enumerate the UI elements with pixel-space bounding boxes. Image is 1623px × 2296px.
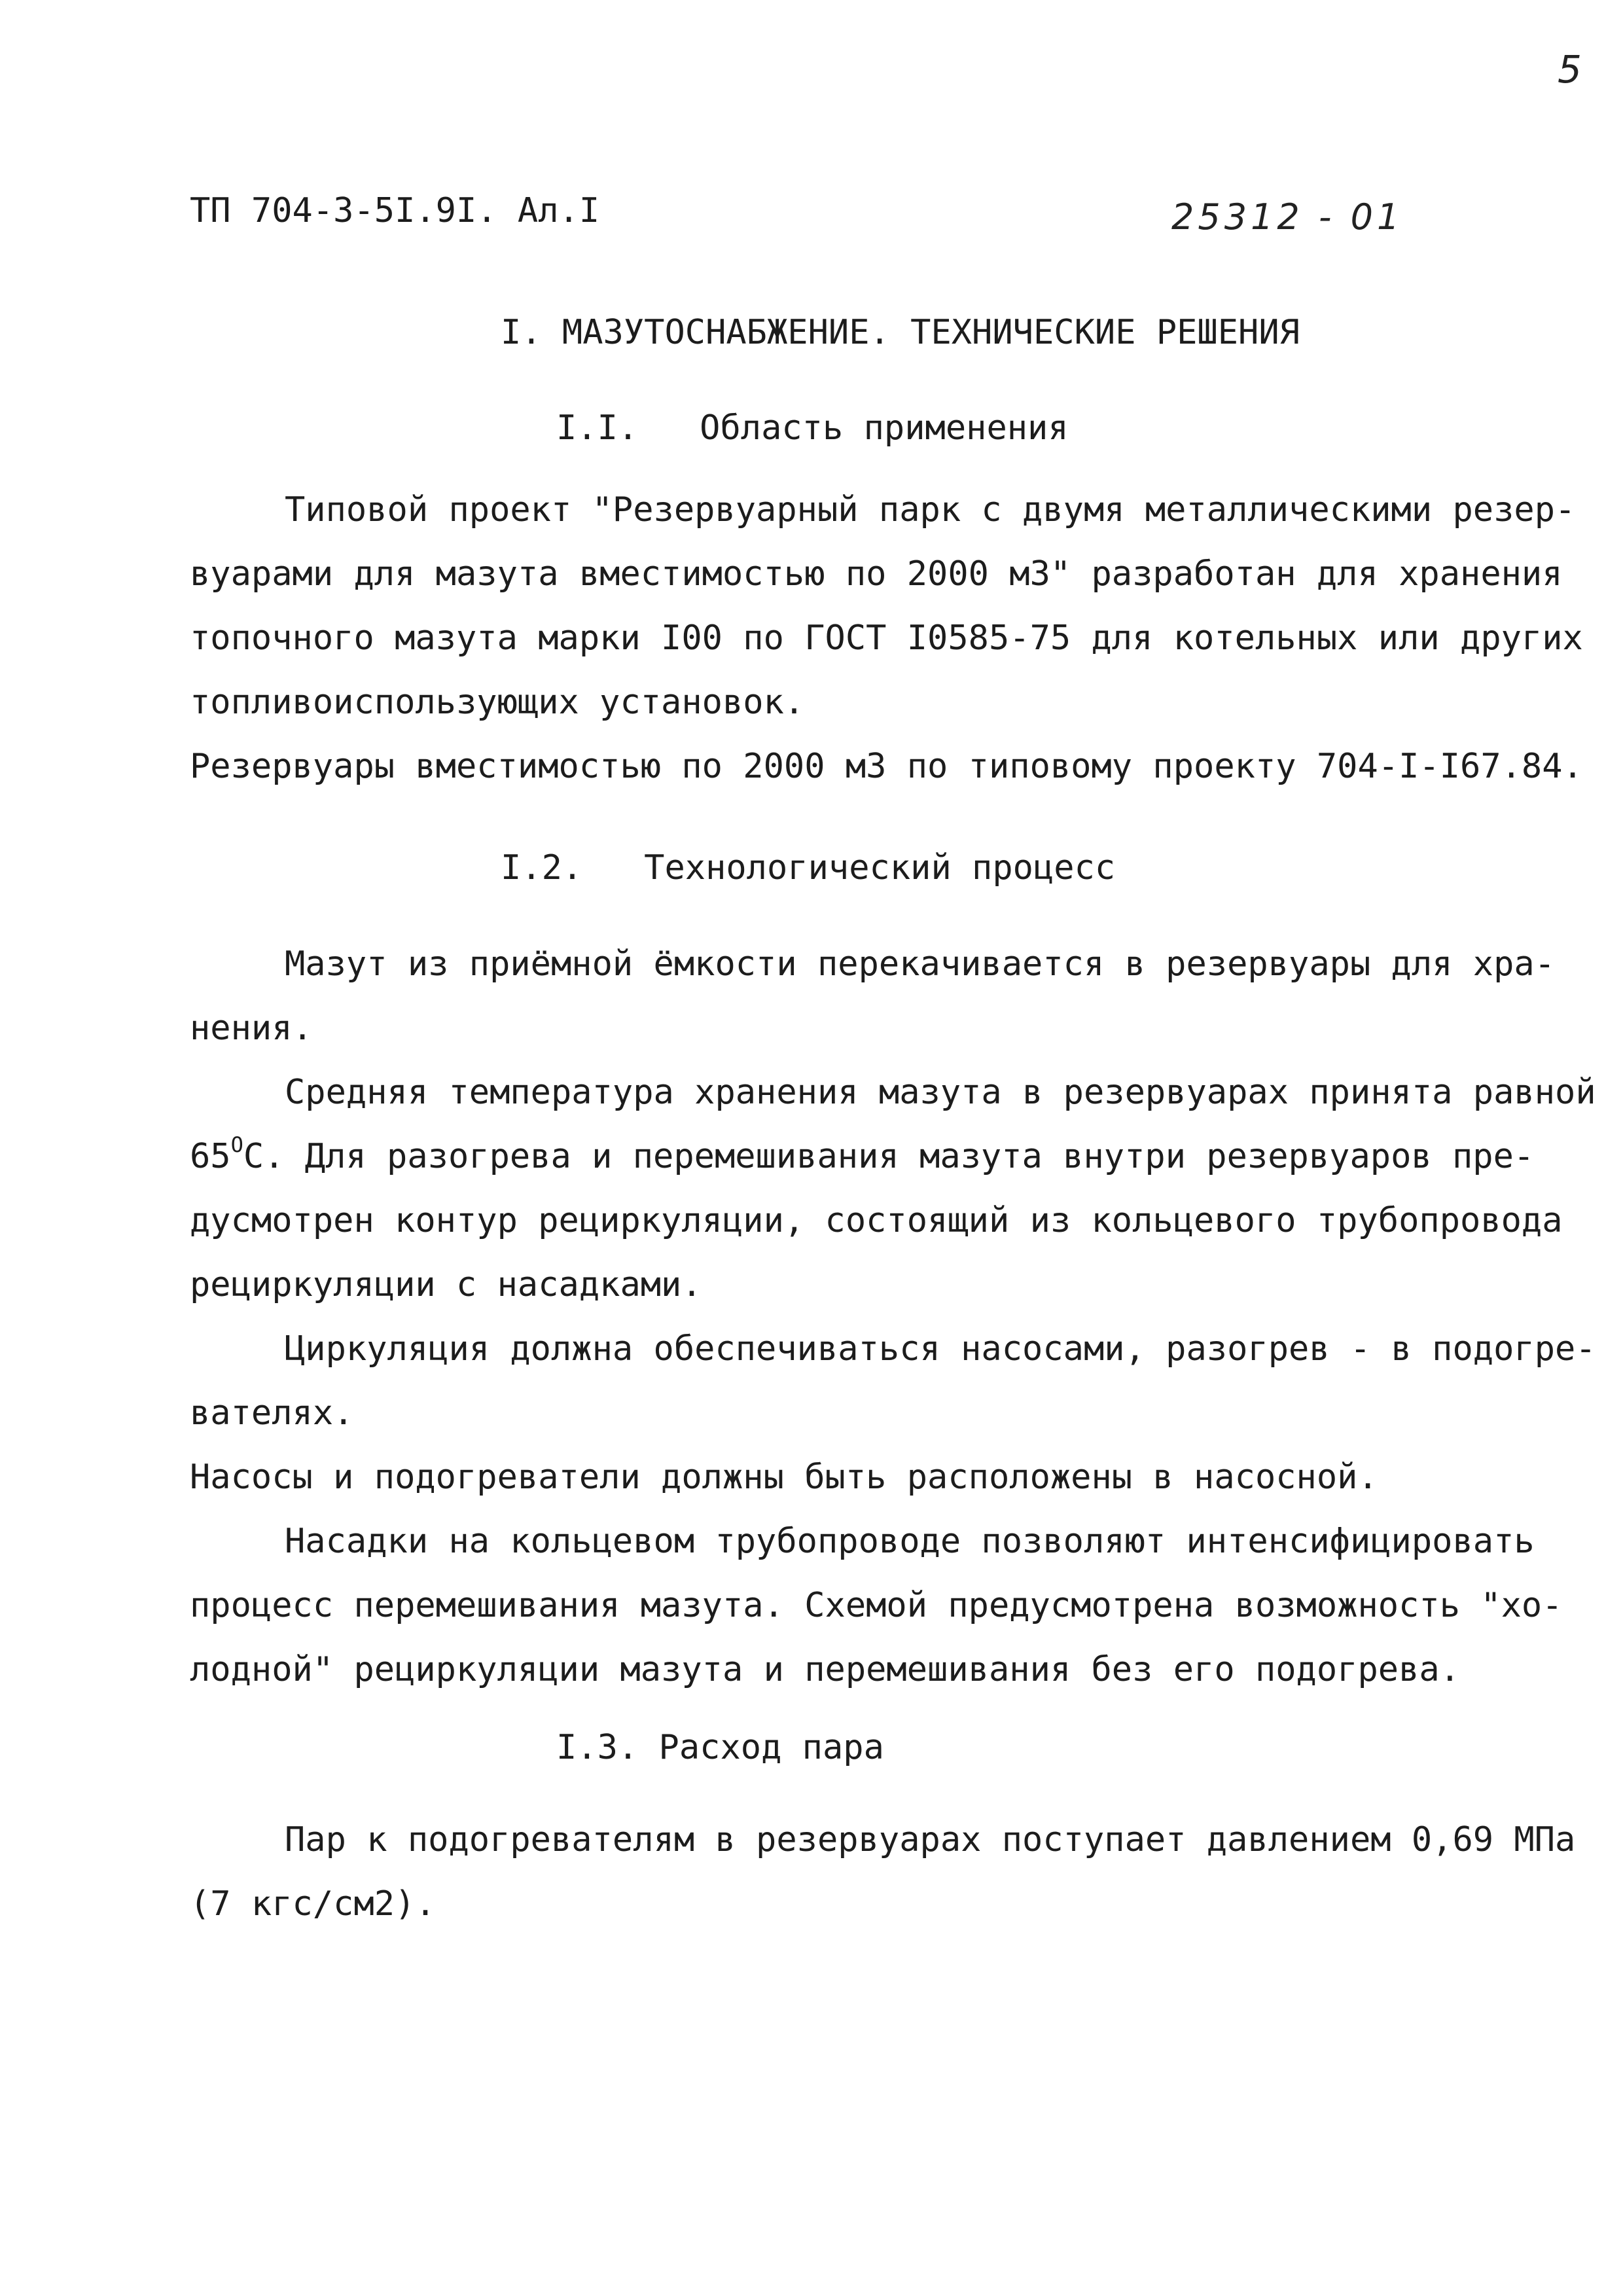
text-line: процесс перемешивания мазута. Схемой предусмотрена возможность "хо- bbox=[190, 1586, 1563, 1625]
text-line: Пар к подогревателям в резервуарах поступает давлением 0,69 МПа bbox=[285, 1820, 1576, 1859]
temperature-value: 65 bbox=[190, 1137, 231, 1176]
text-line: дусмотрен контур рециркуляции, состоящий из кольцевого трубопровода bbox=[190, 1201, 1563, 1240]
text-line: Типовой проект "Резервуарный парк с двумя металлическими резер- bbox=[285, 490, 1576, 529]
section-heading-1-1: I.I. Область применения bbox=[556, 408, 1069, 448]
text-line: Циркуляция должна обеспечиваться насосами, разогрев - в подогре- bbox=[285, 1329, 1596, 1369]
section-heading-1-2: I.2. Технологический процесс bbox=[501, 848, 1116, 888]
text-line: вуарами для мазута вместимостью по 2000 м3" разработан для хранения bbox=[190, 554, 1563, 594]
text-line: Резервуары вместимостью по 2000 м3 по типовому проекту 704-I-I67.84. bbox=[190, 747, 1583, 786]
page-number: 5 bbox=[1558, 47, 1586, 92]
text-line: вателях. bbox=[190, 1393, 354, 1433]
handwritten-registration-number: 25312 - 01 bbox=[1171, 196, 1404, 238]
text-line: лодной" рециркуляции мазута и перемешивания без его подогрева. bbox=[190, 1650, 1461, 1689]
text-line: Средняя температура хранения мазута в резервуарах принята равной bbox=[285, 1073, 1596, 1112]
text-line: топливоиспользующих установок. bbox=[190, 683, 805, 722]
text-line: Насадки на кольцевом трубопроводе позволяют интенсифицировать bbox=[285, 1522, 1535, 1561]
text-line: рециркуляции с насадками. bbox=[190, 1265, 702, 1304]
text-line: топочного мазута марки I00 по ГОСТ I0585-75 для котельных или других bbox=[190, 619, 1583, 658]
text-line: нения. bbox=[190, 1009, 313, 1048]
text-line: Насосы и подогреватели должны быть расположены в насосной. bbox=[190, 1458, 1378, 1497]
text-line: (7 кгс/см2). bbox=[190, 1884, 436, 1924]
degree-sign: O bbox=[230, 1132, 243, 1157]
text-line-continuation: C. Для разогрева и перемешивания мазута внутри резервуаров пре- bbox=[243, 1137, 1535, 1176]
document-code: ТП 704-3-5I.9I. Ал.I bbox=[190, 191, 600, 230]
text-line-temperature bbox=[190, 1124, 1534, 1189]
text-line: Мазут из приёмной ёмкости перекачивается в резервуары для хра- bbox=[285, 944, 1556, 984]
section-heading-1-3: I.3. Расход пара bbox=[556, 1728, 884, 1767]
document-title: I. МАЗУТОСНАБЖЕНИЕ. ТЕХНИЧЕСКИЕ РЕШЕНИЯ bbox=[501, 313, 1300, 352]
